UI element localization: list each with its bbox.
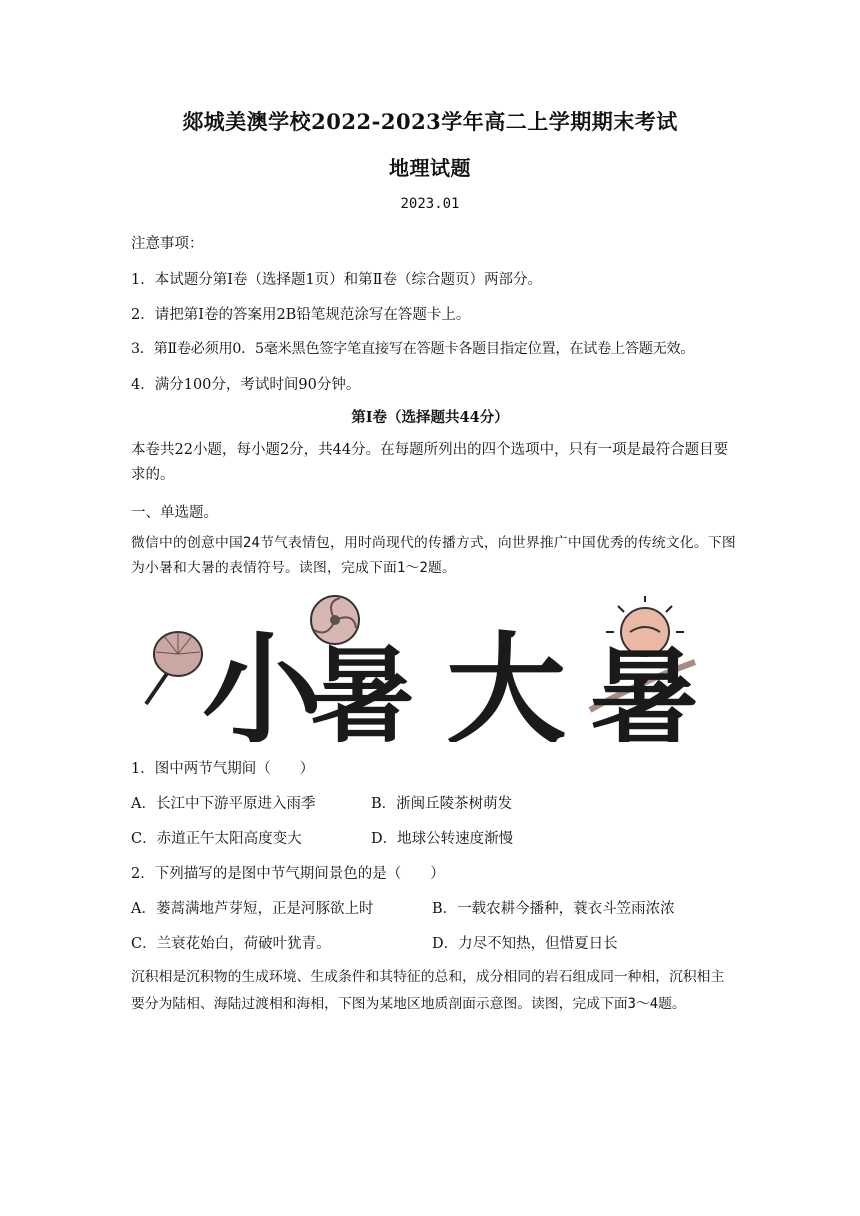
section-heading: 第Ⅰ卷（选择题共44分）: [351, 409, 509, 426]
char-xiao: 小: [202, 622, 322, 742]
char-shu-2: 暑: [590, 638, 699, 742]
material-1: 微信中的创意中国24节气表情包，用时尚现代的传播方式，向世界推广中国优秀的传统文化。下图为小暑和大暑的表情符号。读图，完成下面1～2题。: [131, 535, 736, 576]
solar-term-svg: [140, 592, 710, 742]
question-1-stem: 1．图中两节气期间（ ）: [131, 761, 315, 777]
notice-heading: 注意事项：: [131, 236, 204, 252]
question-1-option-b: B．浙闽丘陵茶树萌发: [371, 796, 513, 812]
char-da: 大: [446, 622, 566, 742]
notice-item-2: 2．请把第Ⅰ卷的答案用2B铅笔规范涂写在答题卡上。: [131, 307, 471, 323]
hand-fan-icon: [146, 632, 202, 704]
material-2: 沉积相是沉积物的生成环境、生成条件和其特征的总和，成分相同的岩石组成同一种相，沉积相主要分为陆相、海陆过渡相和海相，下图为某地区地质剖面示意图。读图，完成下面3～4题。: [131, 969, 725, 1012]
solar-term-illustration: [140, 592, 710, 742]
notice-item-4: 4．满分100分，考试时间90分钟。: [131, 377, 361, 393]
question-2-stem: 2．下列描写的是图中节气期间景色的是（ ）: [131, 866, 445, 882]
question-1-option-c: C．赤道正午太阳高度变大: [131, 831, 302, 847]
exam-date: 2023.01: [400, 196, 460, 212]
question-1-option-a: A．长江中下游平原进入雨季: [131, 796, 316, 812]
question-2-option-d: D．力尽不知热，但惜夏日长: [432, 936, 618, 952]
char-shu-1: 暑: [310, 635, 415, 742]
exam-subtitle: 地理试题: [389, 156, 471, 180]
exam-title: 郯城美澳学校2022-2023学年高二上学期期末考试: [182, 109, 678, 134]
question-2-option-a: A．蒌蒿满地芦芽短，正是河豚欲上时: [131, 901, 374, 917]
notice-item-1: 1．本试题分第Ⅰ卷（选择题1页）和第Ⅱ卷（综合题页）两部分。: [131, 272, 543, 288]
question-1-option-d: D．地球公转速度渐慢: [371, 831, 514, 847]
part-heading: 一、单选题。: [131, 505, 218, 521]
question-2-option-c: C．兰衰花始白，荷破叶犹青。: [131, 936, 331, 952]
question-2-option-b: B．一载农耕今播种，蓑衣斗笠雨浓浓: [432, 901, 675, 917]
notice-item-3: 3．第Ⅱ卷必须用0．5毫米黑色签字笔直接写在答题卡各题目指定位置，在试卷上答题无效。: [131, 341, 695, 357]
section-intro: 本卷共22小题，每小题2分，共44分。在每题所列出的四个选项中，只有一项是最符合题目要求的。: [131, 442, 729, 483]
